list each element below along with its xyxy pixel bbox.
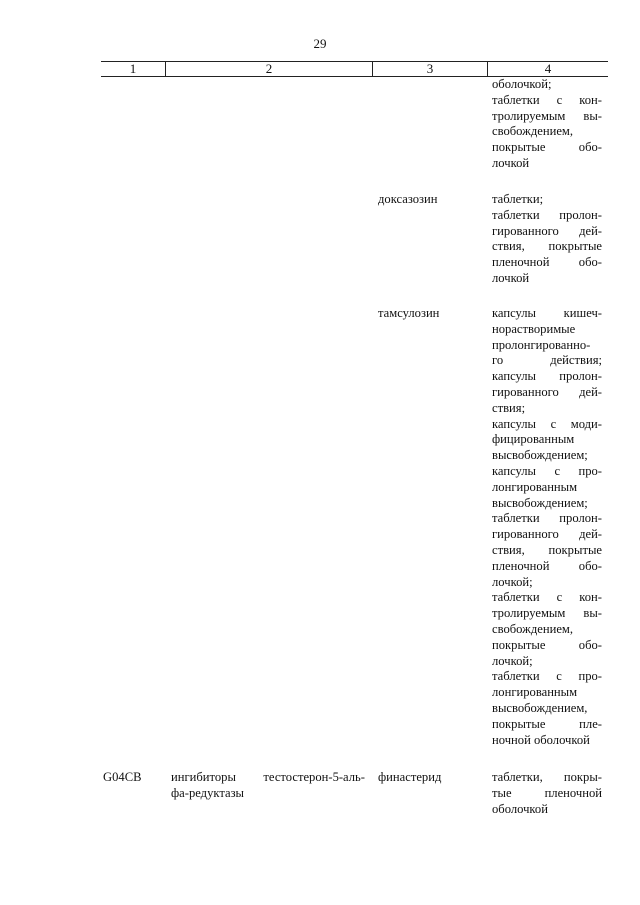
text-line: лочкой [492, 270, 530, 285]
text-line: лонгированным [492, 479, 578, 494]
text-line: пролонгированно- [492, 337, 591, 352]
row-3-name: финастерид [378, 770, 442, 784]
text-line: таблетки пролон- [492, 511, 602, 526]
text-line: покрытые обо- [492, 140, 602, 155]
text-line: оболочкой; [492, 77, 552, 91]
row-3-code: G04CB [103, 770, 142, 784]
text-line: покрытые пле- [492, 716, 602, 731]
table-header [101, 61, 608, 77]
text-line: лочкой [492, 155, 530, 170]
text-line: таблетки; [492, 192, 544, 206]
text-line: высвобождением; [492, 495, 588, 510]
text-line: лочкой; [492, 574, 533, 589]
text-line: покрытые обо- [492, 637, 602, 652]
header-col-3: 3 [372, 62, 487, 76]
page-number: 29 [313, 36, 327, 51]
header-col-4: 4 [487, 62, 608, 76]
text-line: капсулы с про- [492, 463, 602, 478]
text-line: гированного дей- [492, 223, 602, 238]
text-line: высвобождением; [492, 448, 588, 463]
text-line: таблетки, покры- [492, 770, 602, 784]
text-line: фицированным [492, 432, 575, 447]
text-line: норастворимые [492, 321, 576, 336]
text-line: таблетки с кон- [492, 92, 602, 107]
text-line: ингибиторы тестостерон-5-аль- [171, 770, 365, 784]
text-line: тролируемым вы- [492, 108, 602, 123]
text-line: лонгированным [492, 685, 578, 700]
text-line: лочкой; [492, 653, 533, 668]
text-line: капсулы с моди- [492, 416, 602, 431]
text-line: капсулы кишеч- [492, 306, 602, 320]
text-line: пленочной обо- [492, 558, 602, 573]
text-line: фа-редуктазы [171, 785, 245, 800]
header-col-2: 2 [165, 62, 372, 76]
text-line: гированного дей- [492, 384, 602, 399]
text-line: таблетки пролон- [492, 207, 602, 222]
text-line: свобождением, [492, 124, 574, 139]
row-3-group [171, 770, 365, 802]
text-line: гированного дей- [492, 527, 602, 542]
text-line: тролируемым вы- [492, 606, 602, 621]
text-line: го действия; [492, 353, 602, 368]
text-line: ствия; [492, 400, 526, 415]
row-1-name: доксазозин [378, 192, 438, 206]
row-2-form [492, 306, 602, 748]
text-line: тые пленочной [492, 785, 602, 800]
text-line: капсулы пролон- [492, 369, 602, 384]
text-line: таблетки с про- [492, 669, 602, 684]
text-line: ствия, покрытые [492, 542, 602, 557]
row-2-name: тамсулозин [378, 306, 440, 320]
row-1-form [492, 192, 602, 287]
row-3-form [492, 770, 602, 817]
row-0-form [492, 77, 602, 172]
header-col-1: 1 [129, 61, 137, 76]
text-line: пленочной обо- [492, 255, 602, 270]
text-line: оболочкой [492, 801, 548, 816]
text-line: высвобождением, [492, 700, 588, 715]
text-line: свобождением, [492, 621, 574, 636]
text-line: ночной оболочкой [492, 732, 590, 747]
text-line: таблетки с кон- [492, 590, 602, 605]
text-line: ствия, покрытые [492, 239, 602, 254]
